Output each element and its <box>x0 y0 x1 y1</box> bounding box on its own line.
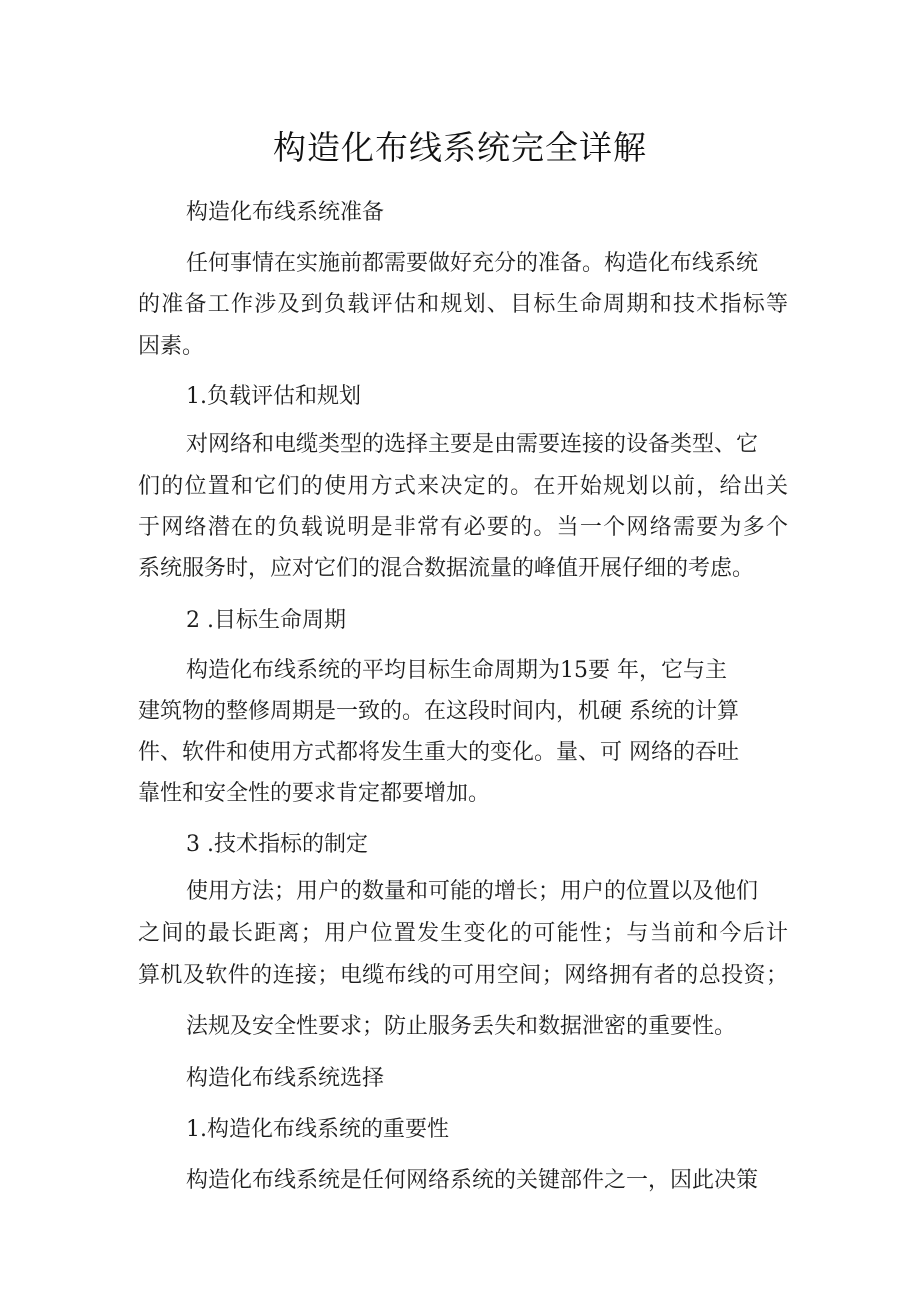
paragraph-line: 因素。 <box>138 334 205 359</box>
subsection-heading: 2 .目标生命周期 <box>186 608 346 633</box>
paragraph-line: 法规及安全性要求；防止服务丢失和数据泄密的重要性。 <box>186 1014 737 1039</box>
paragraph-line: 们的位置和它们的使用方式来决定的。在开始规划以前，给出关 <box>138 474 788 499</box>
subsection-heading: 3 .技术指标的制定 <box>186 832 368 857</box>
paragraph-line: 构造化布线系统是任何网络系统的关键部件之一，因此决策 <box>186 1168 759 1193</box>
paragraph-line: 系统服务时，应对它们的混合数据流量的峰值开展仔细的考虑。 <box>138 556 755 581</box>
page-title: 构造化布线系统完全详解 <box>273 128 647 167</box>
paragraph-line: 使用方法；用户的数量和可能的增长；用户的位置以及他们 <box>186 879 759 904</box>
paragraph-line: 的准备工作涉及到负载评估和规划、目标生命周期和技术指标等 <box>138 292 788 317</box>
paragraph-line: 之间的最长距离；用户位置发生变化的可能性；与当前和今后计 <box>138 921 788 946</box>
paragraph-line: 于网络潜在的负载说明是非常有必要的。当一个网络需要为多个 <box>138 515 788 540</box>
paragraph-line: 建筑物的整修周期是一致的。在这段时间内，机硬 系统的计算 <box>138 699 739 724</box>
paragraph-line: 对网络和电缆类型的选择主要是由需要连接的设备类型、它 <box>186 432 759 457</box>
subsection-heading: 1.负载评估和规划 <box>186 384 361 409</box>
paragraph-line: 件、软件和使用方式都将发生重大的变化。量、可 网络的吞吐 <box>138 740 739 765</box>
paragraph-line: 靠性和安全性的要求肯定都要增加。 <box>138 781 491 806</box>
paragraph-line: 任何事情在实施前都需要做好充分的准备。构造化布线系统 <box>186 251 759 276</box>
section-heading: 构造化布线系统准备 <box>186 200 385 225</box>
paragraph-line: 算机及软件的连接；电缆布线的可用空间；网络拥有者的总投资； <box>138 963 788 988</box>
section-heading: 构造化布线系统选择 <box>186 1066 385 1091</box>
subsection-heading: 1.构造化布线系统的重要性 <box>186 1117 449 1142</box>
paragraph-line: 构造化布线系统的平均目标生命周期为15要 年，它与主 <box>186 658 727 683</box>
